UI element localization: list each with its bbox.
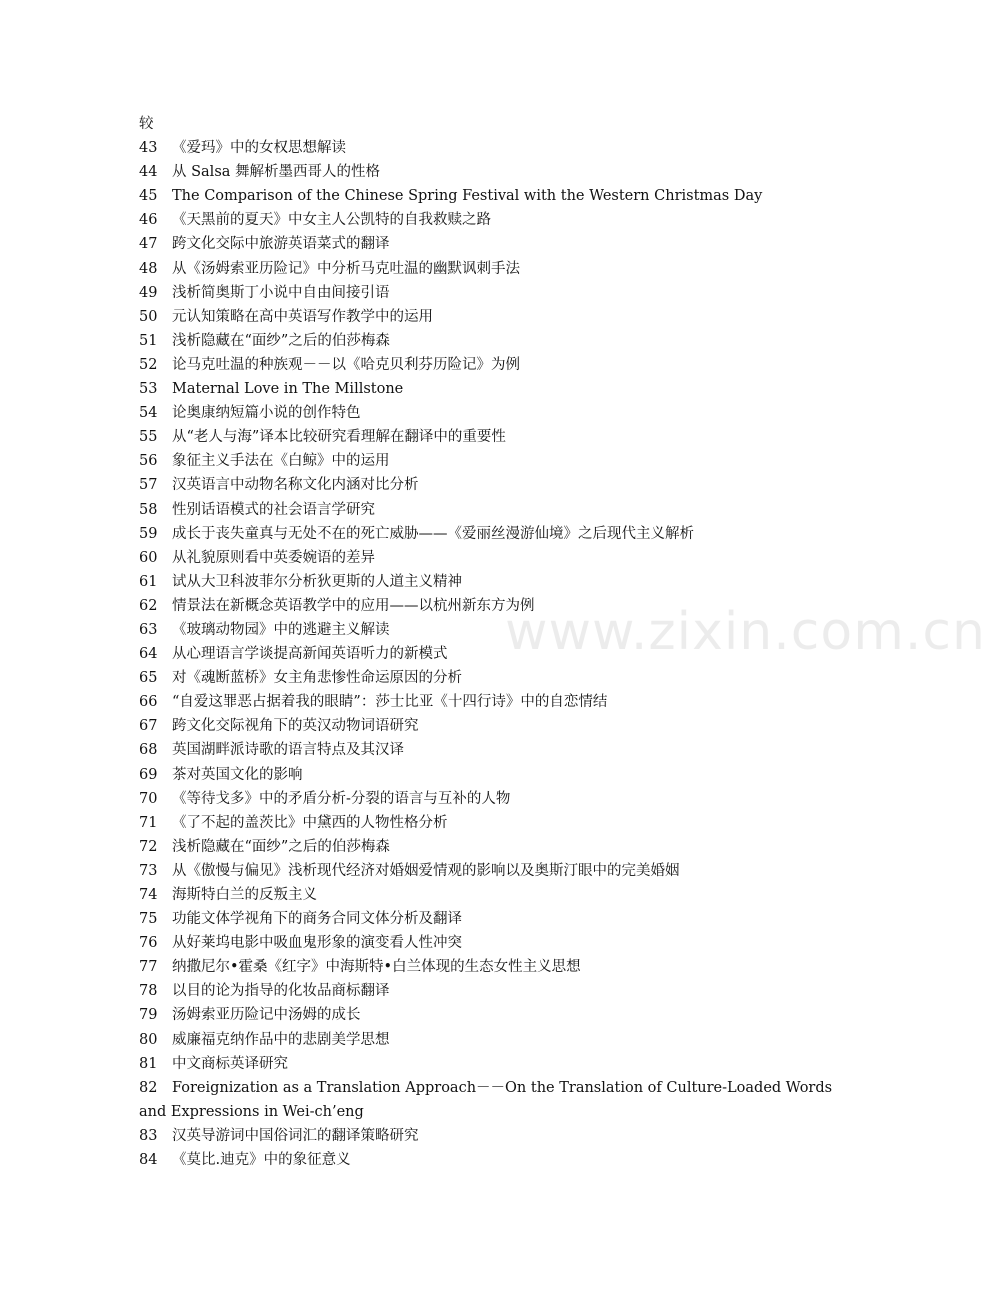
item-title: 以目的论为指导的化妆品商标翻译 (172, 983, 390, 1000)
item-title: 从心理语言学谈提高新闻英语听力的新模式 (172, 646, 448, 663)
item-number: 59 (139, 525, 158, 542)
list-item (139, 714, 789, 738)
list-item (139, 1076, 833, 1100)
item-number: 58 (139, 501, 158, 518)
item-number: 49 (139, 284, 158, 301)
list-item (139, 257, 789, 281)
item-number: 48 (139, 260, 158, 277)
list-item (139, 1148, 789, 1172)
list-item (139, 353, 789, 377)
item-number: 53 (139, 381, 158, 398)
list-item (139, 835, 789, 859)
list-item (139, 1003, 789, 1027)
item-number: 74 (139, 887, 158, 903)
list-item (139, 232, 789, 256)
item-number: 62 (139, 597, 158, 614)
item-number: 76 (139, 935, 158, 952)
item-title: 论马克吐温的种族观－－以《哈克贝利芬历险记》为例 (172, 356, 520, 373)
watermark: www.zixin.com.cn (505, 602, 986, 662)
list-item (139, 401, 789, 425)
item-number: 66 (139, 694, 158, 711)
item-number: 83 (139, 1127, 158, 1144)
item-number: 60 (139, 549, 158, 566)
item-title: 象征主义手法在《白鲸》中的运用 (172, 453, 390, 470)
item-number: 64 (139, 646, 158, 663)
list-item (139, 305, 789, 329)
item-title: 汉英导游词中国俗词汇的翻译策略研究 (172, 1127, 419, 1144)
item-title: 中文商标英译研究 (172, 1055, 288, 1072)
item-number: 56 (139, 453, 158, 470)
item-number: 50 (139, 308, 158, 325)
list-item (139, 618, 789, 642)
list-item (139, 763, 789, 787)
item-title: 从“老人与海”译本比较研究看理解在翻译中的重要性 (172, 429, 506, 446)
item-title: 从好莱坞电影中吸血鬼形象的演变看人性冲突 (172, 935, 462, 952)
list-item (139, 136, 789, 160)
item-number: 65 (139, 670, 158, 687)
list-item (139, 425, 789, 449)
item-title: 茶对英国文化的影响 (172, 766, 303, 783)
item-title: 浅析隐藏在“面纱”之后的伯莎梅森 (172, 838, 390, 855)
item-number: 75 (139, 911, 158, 928)
item-number: 61 (139, 573, 158, 590)
list-item (139, 787, 789, 811)
list-item (139, 690, 789, 714)
list-item (139, 160, 789, 184)
item-title: 威廉福克纳作品中的悲剧美学思想 (172, 1031, 390, 1048)
item-title: 情景法在新概念英语教学中的应用——以杭州新东方为例 (172, 597, 535, 614)
list-item (139, 546, 789, 570)
list-item (139, 738, 789, 762)
item-number: 45 (139, 188, 158, 205)
item-number: 79 (139, 1007, 158, 1024)
list-item (139, 931, 789, 955)
item-title: 纳撒尼尔•霍桑《红字》中海斯特•白兰体现的生态女性主义思想 (172, 959, 581, 976)
item-number: 47 (139, 236, 158, 253)
item-title: 《玻璃动物园》中的逃避主义解读 (172, 621, 390, 638)
item-number: 63 (139, 621, 158, 638)
item-title: 元认知策略在高中英语写作教学中的运用 (172, 308, 433, 325)
item-number: 77 (139, 959, 158, 976)
item-number: 52 (139, 356, 158, 373)
list-item (139, 907, 789, 931)
item-title: 《等待戈多》中的矛盾分析-分裂的语言与互补的人物 (172, 790, 511, 807)
continuation-text: 较 (139, 116, 154, 132)
list-item (139, 666, 789, 690)
item-number: 82 (139, 1079, 158, 1096)
list-item (139, 329, 789, 353)
item-title: 浅析隐藏在“面纱”之后的伯莎梅森 (172, 332, 390, 349)
item-number: 71 (139, 814, 158, 831)
list-item (139, 883, 789, 907)
item-number: 43 (139, 140, 158, 157)
list-item (139, 449, 789, 473)
item-title: 论奥康纳短篇小说的创作特色 (172, 405, 361, 422)
item-title: 跨文化交际中旅游英语菜式的翻译 (172, 236, 390, 253)
list-item (139, 473, 789, 497)
item-number: 80 (139, 1031, 158, 1048)
item-title: 从《汤姆索亚历险记》中分析马克吐温的幽默讽刺手法 (172, 260, 520, 277)
item-title: 英国湖畔派诗歌的语言特点及其汉译 (172, 742, 404, 759)
list-item (139, 498, 789, 522)
item-number: 72 (139, 838, 158, 855)
item-title: “自爱这罪恶占据着我的眼睛”：莎士比亚《十四行诗》中的自恋情结 (172, 694, 608, 711)
item-title: 《莫比.迪克》中的象征意义 (172, 1152, 351, 1169)
list-item (139, 594, 789, 618)
list-item (139, 811, 789, 835)
item-title: 海斯特白兰的反叛主义 (172, 887, 317, 903)
list-item (139, 859, 789, 883)
item-number: 69 (139, 766, 158, 783)
list-item (139, 1124, 789, 1148)
list-item (139, 642, 789, 666)
list-item (139, 570, 789, 594)
item-title: The Comparison of the Chinese Spring Festival with the Western Christmas Day (172, 188, 763, 205)
item-number: 55 (139, 429, 158, 446)
item-title: Maternal Love in The Millstone (172, 381, 404, 398)
item-number: 70 (139, 790, 158, 807)
item-number: 81 (139, 1055, 158, 1072)
item-number: 68 (139, 742, 158, 759)
item-title: 汤姆索亚历险记中汤姆的成长 (172, 1007, 361, 1024)
list-item (139, 1052, 789, 1076)
item-title: 成长于丧失童真与无处不在的死亡威胁——《爱丽丝漫游仙境》之后现代主义解析 (172, 525, 694, 542)
item-title: 从《傲慢与偏见》浅析现代经济对婚姻爱情观的影响以及奥斯汀眼中的完美婚姻 (172, 862, 680, 879)
list-item (139, 208, 789, 232)
item-title: 汉英语言中动物名称文化内涵对比分析 (172, 477, 419, 494)
item-title: 《了不起的盖茨比》中黛西的人物性格分析 (172, 814, 448, 831)
item-number: 78 (139, 983, 158, 1000)
list-item (139, 1028, 789, 1052)
list-item (139, 979, 789, 1003)
item-number: 73 (139, 862, 158, 879)
item-number: 46 (139, 212, 158, 229)
list-item (139, 377, 789, 401)
item-number: 67 (139, 718, 158, 735)
item-title: 浅析简奥斯丁小说中自由间接引语 (172, 284, 390, 301)
item-number: 57 (139, 477, 158, 494)
item-title: 对《魂断蓝桥》女主角悲惨性命运原因的分析 (172, 670, 462, 687)
item-title: 试从大卫科波菲尔分析狄更斯的人道主义精神 (172, 573, 462, 590)
item-title: 跨文化交际视角下的英汉动物词语研究 (172, 718, 419, 735)
item-title: 性别话语模式的社会语言学研究 (172, 501, 375, 518)
item-title: 功能文体学视角下的商务合同文体分析及翻译 (172, 911, 462, 928)
list-item (139, 184, 789, 208)
list-item (139, 522, 789, 546)
item-number: 51 (139, 332, 158, 349)
list-item (139, 955, 789, 979)
thesis-topic-list (139, 112, 833, 1172)
item-number: 84 (139, 1152, 158, 1169)
item-title: 从礼貌原则看中英委婉语的差异 (172, 549, 375, 566)
item-number: 54 (139, 405, 158, 422)
item-number: 44 (139, 164, 158, 181)
item-title-continuation: and Expressions in Wei-ch’eng (139, 1103, 364, 1120)
item-title: 《天黑前的夏天》中女主人公凯特的自我救赎之路 (172, 212, 491, 229)
item-title: 《爱玛》中的女权思想解读 (172, 140, 346, 157)
item-title: Foreignization as a Translation Approach－－On the Translation of Culture-Loaded Words (172, 1079, 833, 1096)
list-item (139, 281, 789, 305)
item-title: 从 Salsa 舞解析墨西哥人的性格 (172, 164, 381, 181)
